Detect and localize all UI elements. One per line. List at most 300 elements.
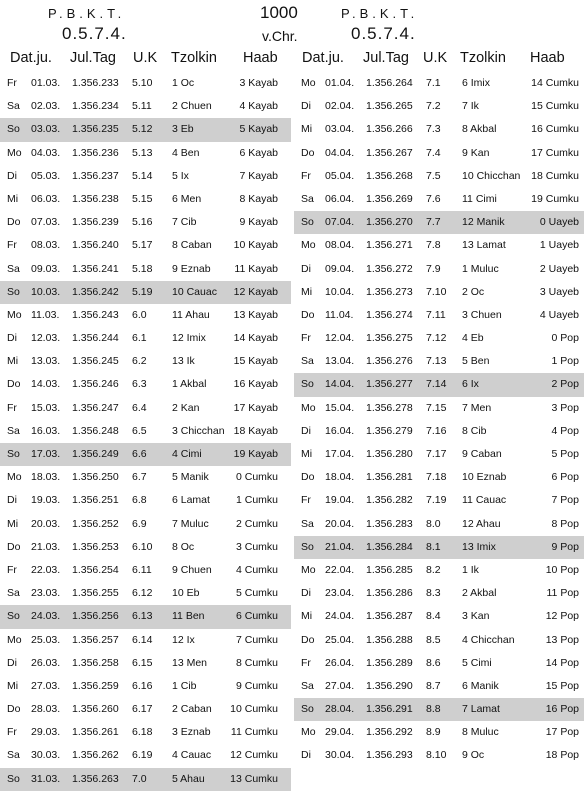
haab-cell: 8 Cumku — [235, 656, 278, 669]
uk-cell: 8.2 — [426, 563, 441, 576]
uk-cell: 5.10 — [132, 77, 153, 89]
weekday-cell: Do — [301, 633, 315, 646]
date-cell: 22.04. — [325, 563, 355, 576]
weekday-cell: Sa — [7, 262, 20, 275]
haab-cell: 18 Kayab — [233, 424, 278, 437]
tzolkin-cell: 4 Chicchan — [462, 633, 515, 646]
date-cell: 30.03. — [31, 749, 61, 762]
weekday-cell: Sa — [7, 424, 20, 437]
tzolkin-cell: 2 Akbal — [462, 587, 497, 600]
uk-cell: 7.14 — [426, 378, 447, 391]
tzolkin-cell: 9 Eznab — [172, 262, 211, 275]
uk-cell: 8.7 — [426, 679, 441, 692]
julian-day-cell: 1.356.260 — [72, 703, 119, 716]
table-row — [294, 327, 584, 350]
weekday-cell: Mi — [7, 517, 19, 530]
julian-day-cell: 1.356.251 — [72, 494, 119, 507]
date-cell: 07.04. — [325, 216, 355, 229]
uk-cell: 6.4 — [132, 401, 147, 414]
table-row — [0, 466, 291, 489]
tzolkin-cell: 1 Akbal — [172, 378, 207, 391]
right-pbkt-label: P.B.K.T. — [341, 6, 419, 21]
julian-day-cell: 1.356.268 — [366, 169, 413, 182]
table-row — [294, 95, 584, 118]
date-cell: 16.03. — [31, 424, 61, 437]
table-row — [0, 513, 291, 536]
tzolkin-cell: 1 Muluc — [462, 262, 499, 275]
haab-cell: 15 Kayab — [233, 355, 278, 368]
left-col-haab-header: Haab — [243, 50, 278, 66]
julian-day-cell: 1.356.285 — [366, 563, 413, 576]
haab-cell: 16 Cumku — [531, 123, 579, 136]
table-row — [294, 629, 584, 652]
table-row — [0, 72, 291, 95]
tzolkin-cell: 7 Muluc — [172, 517, 209, 530]
table-row — [294, 652, 584, 675]
tzolkin-cell: 2 Caban — [172, 703, 212, 716]
date-cell: 24.03. — [31, 610, 61, 623]
uk-cell: 8.5 — [426, 633, 441, 646]
table-row — [294, 397, 584, 420]
weekday-cell: So — [301, 216, 314, 229]
haab-cell: 14 Cumku — [531, 77, 579, 89]
date-cell: 08.04. — [325, 239, 355, 252]
weekday-cell: Sa — [7, 749, 20, 762]
haab-cell: 19 Cumku — [531, 192, 579, 205]
uk-cell: 7.6 — [426, 192, 441, 205]
table-row — [0, 373, 291, 396]
julian-day-cell: 1.356.253 — [72, 540, 119, 553]
table-row — [0, 559, 291, 582]
date-cell: 10.03. — [31, 285, 61, 298]
haab-cell: 3 Uayeb — [539, 285, 579, 298]
uk-cell: 8.1 — [426, 540, 441, 553]
right-col-tzolkin-header: Tzolkin — [460, 50, 506, 66]
date-cell: 26.03. — [31, 656, 61, 669]
tzolkin-cell: 5 Ix — [172, 169, 189, 182]
julian-day-cell: 1.356.234 — [72, 100, 119, 113]
date-cell: 11.03. — [31, 308, 60, 321]
left-col-uk-header: U.K — [133, 50, 158, 66]
table-row — [294, 675, 584, 698]
haab-cell: 12 Kayab — [233, 285, 278, 298]
haab-cell: 3 Pop — [551, 401, 579, 414]
haab-cell: 17 Pop — [545, 726, 579, 739]
table-row — [294, 211, 584, 234]
haab-cell: 17 Kayab — [233, 401, 278, 414]
julian-day-cell: 1.356.276 — [366, 355, 413, 368]
julian-day-cell: 1.356.287 — [366, 610, 413, 623]
date-cell: 29.03. — [31, 726, 61, 739]
uk-cell: 7.1 — [426, 77, 441, 89]
tzolkin-cell: 2 Kan — [172, 401, 200, 414]
tzolkin-cell: 3 Chuen — [462, 308, 502, 321]
tzolkin-cell: 6 Men — [172, 192, 202, 205]
table-row — [294, 304, 584, 327]
tzolkin-cell: 9 Oc — [462, 749, 485, 762]
weekday-cell: Fr — [7, 563, 17, 576]
haab-cell: 9 Cumku — [235, 679, 278, 692]
date-cell: 15.03. — [31, 401, 61, 414]
weekday-cell: Mo — [301, 77, 316, 89]
uk-cell: 6.5 — [132, 424, 147, 437]
tzolkin-cell: 10 Chicchan — [462, 169, 521, 182]
uk-cell: 7.11 — [426, 308, 446, 321]
date-cell: 09.04. — [325, 262, 355, 275]
tzolkin-cell: 7 Lamat — [462, 703, 500, 716]
weekday-cell: Sa — [7, 100, 20, 113]
table-row — [0, 721, 291, 744]
tzolkin-cell: 10 Cauac — [172, 285, 217, 298]
date-cell: 30.04. — [325, 749, 355, 762]
julian-day-cell: 1.356.265 — [366, 100, 413, 113]
uk-cell: 6.7 — [132, 471, 147, 484]
right-col-jul-header: Jul.Tag — [363, 50, 409, 66]
haab-cell: 4 Kayab — [239, 100, 278, 113]
date-cell: 18.04. — [325, 471, 355, 484]
uk-cell: 5.18 — [132, 262, 153, 275]
haab-cell: 1 Pop — [551, 355, 579, 368]
julian-day-cell: 1.356.242 — [72, 285, 119, 298]
tzolkin-cell: 7 Men — [462, 401, 492, 414]
date-cell: 24.04. — [325, 610, 355, 623]
weekday-cell: Mo — [301, 401, 316, 414]
haab-cell: 6 Cumku — [235, 610, 278, 623]
left-col-date-header: Dat.ju. — [10, 50, 52, 66]
uk-cell: 6.10 — [132, 540, 153, 553]
date-cell: 09.03. — [31, 262, 61, 275]
haab-cell: 15 Cumku — [531, 100, 579, 113]
weekday-cell: Fr — [7, 239, 17, 252]
julian-day-cell: 1.356.243 — [72, 308, 119, 321]
table-row — [294, 489, 584, 512]
date-cell: 27.03. — [31, 679, 61, 692]
date-cell: 04.03. — [31, 146, 61, 159]
weekday-cell: Fr — [301, 494, 311, 507]
weekday-cell: Mo — [301, 239, 316, 252]
date-cell: 06.03. — [31, 192, 61, 205]
haab-cell: 2 Pop — [551, 378, 579, 391]
date-cell: 02.03. — [31, 100, 61, 113]
weekday-cell: Sa — [301, 517, 314, 530]
weekday-cell: Mi — [301, 285, 313, 298]
tzolkin-cell: 11 Cauac — [462, 494, 507, 507]
weekday-cell: Mi — [7, 192, 19, 205]
julian-day-cell: 1.356.288 — [366, 633, 413, 646]
uk-cell: 7.5 — [426, 169, 441, 182]
haab-cell: 4 Cumku — [235, 563, 278, 576]
april-table — [294, 72, 584, 768]
uk-cell: 8.6 — [426, 656, 441, 669]
uk-cell: 6.0 — [132, 308, 147, 321]
date-cell: 21.03. — [31, 540, 61, 553]
date-cell: 06.04. — [325, 192, 355, 205]
uk-cell: 7.13 — [426, 355, 447, 368]
tzolkin-cell: 1 Ik — [462, 563, 479, 576]
haab-cell: 3 Kayab — [239, 77, 278, 89]
uk-cell: 6.17 — [132, 703, 153, 716]
haab-cell: 15 Pop — [545, 679, 579, 692]
tzolkin-cell: 5 Manik — [172, 471, 209, 484]
table-row — [294, 373, 584, 396]
uk-cell: 7.3 — [426, 123, 441, 136]
haab-cell: 13 Kayab — [233, 308, 278, 321]
date-cell: 02.04. — [325, 100, 355, 113]
weekday-cell: Di — [7, 169, 17, 182]
tzolkin-cell: 6 Ix — [462, 378, 479, 391]
table-row — [294, 281, 584, 304]
table-row — [0, 489, 291, 512]
haab-cell: 6 Pop — [551, 471, 579, 484]
haab-cell: 14 Pop — [545, 656, 579, 669]
weekday-cell: Sa — [301, 192, 314, 205]
julian-day-cell: 1.356.284 — [366, 540, 413, 553]
uk-cell: 5.11 — [132, 100, 152, 113]
julian-day-cell: 1.356.289 — [366, 656, 413, 669]
uk-cell: 6.12 — [132, 587, 153, 600]
date-cell: 05.03. — [31, 169, 61, 182]
julian-day-cell: 1.356.266 — [366, 123, 413, 136]
table-row — [0, 443, 291, 466]
uk-cell: 5.15 — [132, 192, 153, 205]
tzolkin-cell: 8 Oc — [172, 540, 195, 553]
tzolkin-cell: 4 Cimi — [172, 448, 202, 460]
uk-cell: 8.3 — [426, 587, 441, 600]
table-row — [294, 536, 584, 559]
uk-cell: 6.11 — [132, 563, 152, 576]
tzolkin-cell: 2 Chuen — [172, 100, 212, 113]
era-label: v.Chr. — [262, 28, 298, 44]
haab-cell: 9 Pop — [551, 540, 579, 553]
uk-cell: 7.15 — [426, 401, 447, 414]
weekday-cell: Di — [301, 100, 311, 113]
uk-cell: 7.19 — [426, 494, 447, 507]
weekday-cell: Fr — [7, 401, 17, 414]
haab-cell: 4 Uayeb — [539, 308, 579, 321]
uk-cell: 6.18 — [132, 726, 153, 739]
table-row — [294, 582, 584, 605]
uk-cell: 6.16 — [132, 679, 153, 692]
table-row — [0, 95, 291, 118]
uk-cell: 7.4 — [426, 146, 441, 159]
tzolkin-cell: 3 Kan — [462, 610, 490, 623]
weekday-cell: Mi — [301, 123, 313, 136]
uk-cell: 7.10 — [426, 285, 447, 298]
tzolkin-cell: 5 Ahau — [172, 772, 205, 785]
weekday-cell: Fr — [7, 726, 17, 739]
haab-cell: 5 Kayab — [239, 123, 278, 136]
uk-cell: 5.17 — [132, 239, 153, 252]
date-cell: 01.03. — [31, 77, 61, 89]
tzolkin-cell: 4 Cauac — [172, 749, 212, 762]
table-row — [0, 397, 291, 420]
tzolkin-cell: 12 Ahau — [462, 517, 501, 530]
tzolkin-cell: 13 Ik — [172, 355, 195, 368]
haab-cell: 0 Pop — [551, 332, 579, 345]
uk-cell: 8.8 — [426, 703, 441, 716]
date-cell: 27.04. — [325, 679, 355, 692]
uk-cell: 6.9 — [132, 517, 147, 530]
haab-cell: 7 Kayab — [239, 169, 278, 182]
date-cell: 15.04. — [325, 401, 355, 414]
table-row — [294, 188, 584, 211]
weekday-cell: Sa — [7, 587, 20, 600]
tzolkin-cell: 10 Eb — [172, 587, 200, 600]
table-row — [0, 281, 291, 304]
date-cell: 20.04. — [325, 517, 355, 530]
uk-cell: 7.7 — [426, 216, 441, 229]
table-row — [294, 513, 584, 536]
table-row — [0, 768, 291, 791]
right-pbkt-value: 0.5.7.4. — [351, 24, 416, 43]
julian-day-cell: 1.356.283 — [366, 517, 413, 530]
haab-cell: 5 Cumku — [235, 587, 278, 600]
weekday-cell: Do — [7, 540, 21, 553]
julian-day-cell: 1.356.233 — [72, 77, 119, 89]
uk-cell: 6.1 — [132, 332, 147, 345]
julian-day-cell: 1.356.258 — [72, 656, 119, 669]
uk-cell: 5.16 — [132, 216, 153, 229]
tzolkin-cell: 13 Men — [172, 656, 208, 669]
haab-cell: 17 Cumku — [531, 146, 579, 159]
date-cell: 07.03. — [31, 216, 61, 229]
tzolkin-cell: 9 Chuen — [172, 563, 212, 576]
date-cell: 10.04. — [325, 285, 355, 298]
julian-day-cell: 1.356.247 — [72, 401, 119, 414]
tzolkin-cell: 6 Manik — [462, 679, 499, 692]
julian-day-cell: 1.356.261 — [72, 726, 119, 739]
haab-cell: 10 Pop — [545, 563, 579, 576]
weekday-cell: Fr — [301, 332, 311, 345]
haab-cell: 12 Cumku — [230, 749, 278, 762]
weekday-cell: Fr — [7, 77, 17, 89]
date-cell: 20.03. — [31, 517, 61, 530]
date-cell: 29.04. — [325, 726, 355, 739]
weekday-cell: Mo — [301, 563, 316, 576]
julian-day-cell: 1.356.293 — [366, 749, 413, 762]
tzolkin-cell: 11 Cimi — [462, 192, 497, 205]
date-cell: 28.03. — [31, 703, 61, 716]
tzolkin-cell: 12 Manik — [462, 216, 505, 229]
uk-cell: 6.3 — [132, 378, 147, 391]
tzolkin-cell: 12 Ix — [172, 633, 195, 646]
julian-day-cell: 1.356.237 — [72, 169, 119, 182]
table-row — [0, 536, 291, 559]
haab-cell: 0 Uayeb — [539, 216, 579, 229]
weekday-cell: Fr — [301, 169, 311, 182]
date-cell: 17.03. — [31, 448, 61, 460]
julian-day-cell: 1.356.272 — [366, 262, 413, 275]
julian-day-cell: 1.356.240 — [72, 239, 119, 252]
haab-cell: 14 Kayab — [233, 332, 278, 345]
weekday-cell: Mo — [7, 308, 22, 321]
left-pbkt-label: P.B.K.T. — [48, 6, 126, 21]
table-row — [0, 675, 291, 698]
table-row — [294, 744, 584, 767]
march-table — [0, 72, 291, 791]
weekday-cell: Sa — [301, 679, 314, 692]
table-row — [0, 350, 291, 373]
uk-cell: 6.14 — [132, 633, 153, 646]
table-row — [0, 258, 291, 281]
julian-day-cell: 1.356.279 — [366, 424, 413, 437]
weekday-cell: So — [301, 378, 314, 391]
tzolkin-cell: 4 Ben — [172, 146, 200, 159]
table-row — [294, 72, 584, 95]
weekday-cell: Sa — [301, 355, 314, 368]
weekday-cell: Di — [301, 262, 311, 275]
julian-day-cell: 1.356.259 — [72, 679, 119, 692]
julian-day-cell: 1.356.264 — [366, 77, 413, 89]
weekday-cell: Do — [7, 378, 21, 391]
haab-cell: 19 Kayab — [233, 448, 278, 460]
date-cell: 21.04. — [325, 540, 355, 553]
weekday-cell: Mo — [7, 146, 22, 159]
left-pbkt-value: 0.5.7.4. — [62, 24, 127, 43]
julian-day-cell: 1.356.256 — [72, 610, 119, 623]
table-row — [0, 744, 291, 767]
tzolkin-cell: 3 Eznab — [172, 726, 211, 739]
weekday-cell: Di — [7, 332, 17, 345]
julian-day-cell: 1.356.280 — [366, 448, 413, 460]
date-cell: 14.04. — [325, 378, 355, 391]
haab-cell: 16 Pop — [545, 703, 579, 716]
date-cell: 13.03. — [31, 355, 61, 368]
date-cell: 16.04. — [325, 424, 355, 437]
right-col-haab-header: Haab — [530, 50, 565, 66]
table-row — [294, 605, 584, 628]
weekday-cell: Do — [301, 146, 315, 159]
date-cell: 19.04. — [325, 494, 355, 507]
haab-cell: 12 Pop — [545, 610, 579, 623]
table-row — [0, 420, 291, 443]
left-col-jul-header: Jul.Tag — [70, 50, 116, 66]
haab-cell: 11 Kayab — [234, 262, 278, 275]
tzolkin-cell: 1 Oc — [172, 77, 195, 89]
julian-day-cell: 1.356.235 — [72, 123, 119, 136]
haab-cell: 13 Pop — [545, 633, 579, 646]
date-cell: 23.03. — [31, 587, 61, 600]
date-cell: 31.03. — [31, 772, 61, 785]
table-row — [294, 234, 584, 257]
haab-cell: 5 Pop — [551, 448, 579, 460]
weekday-cell: Mo — [301, 726, 316, 739]
tzolkin-cell: 8 Muluc — [462, 726, 499, 739]
julian-day-cell: 1.356.278 — [366, 401, 413, 414]
tzolkin-cell: 13 Lamat — [462, 239, 506, 252]
uk-cell: 6.19 — [132, 749, 153, 762]
tzolkin-cell: 8 Caban — [172, 239, 212, 252]
julian-day-cell: 1.356.267 — [366, 146, 413, 159]
julian-day-cell: 1.356.245 — [72, 355, 119, 368]
haab-cell: 18 Cumku — [531, 169, 579, 182]
page-header — [0, 0, 584, 72]
weekday-cell: Do — [7, 216, 21, 229]
table-row — [0, 211, 291, 234]
right-col-uk-header: U.K — [423, 50, 448, 66]
date-cell: 03.04. — [325, 123, 355, 136]
tzolkin-cell: 4 Eb — [462, 332, 484, 345]
date-cell: 25.04. — [325, 633, 355, 646]
date-cell: 26.04. — [325, 656, 355, 669]
date-cell: 25.03. — [31, 633, 61, 646]
weekday-cell: So — [301, 703, 314, 716]
table-row — [0, 304, 291, 327]
table-row — [0, 118, 291, 141]
weekday-cell: So — [7, 448, 20, 460]
tzolkin-cell: 12 Imix — [172, 332, 206, 345]
uk-cell: 8.9 — [426, 726, 441, 739]
